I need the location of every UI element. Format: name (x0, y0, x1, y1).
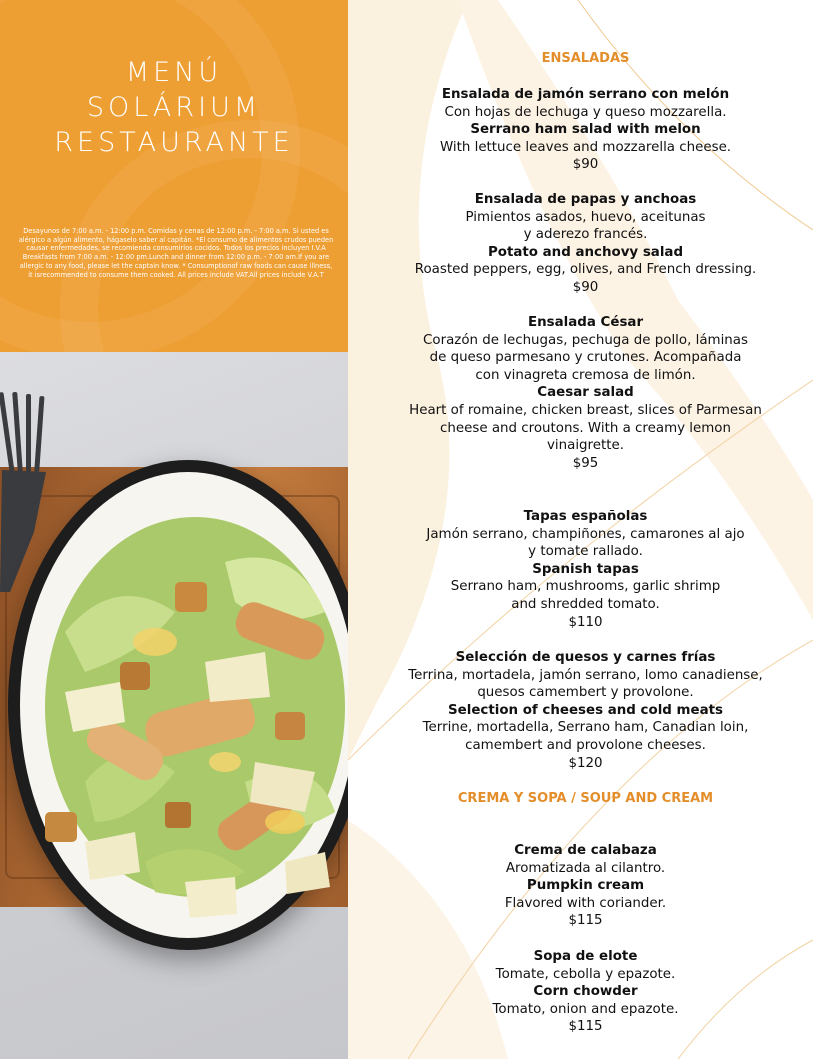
salad-icon (25, 482, 348, 932)
item-desc-en: and shredded tomato. (511, 596, 660, 612)
caesar-salad-photo (0, 352, 348, 1059)
item-name-en: Corn chowder (533, 984, 638, 1000)
item-price: $115 (568, 913, 603, 929)
item-name-en: Selection of cheeses and cold meats (448, 702, 723, 718)
item-desc-es: Aromatizada al cilantro. (505, 860, 666, 876)
item-desc-es: con vinagreta cremosa de limón. (475, 367, 696, 383)
menu-item (348, 842, 813, 930)
item-price: $90 (572, 279, 599, 295)
title-panel (0, 0, 348, 352)
menu-item (348, 191, 813, 297)
item-desc-es: de queso parmesano y crutones. Acompañada (429, 350, 742, 366)
item-name-es: Ensalada de jamón serrano con melón (441, 87, 730, 102)
item-desc-en: cheese and croutons. With a creamy lemon (440, 420, 731, 436)
item-name-es: Tapas españolas (523, 509, 648, 524)
item-desc-en: Terrine, mortadella, Serrano ham, Canadian loin, (422, 720, 749, 736)
section-heading-salads: ENSALADAS (541, 51, 630, 66)
item-desc-en: With lettuce leaves and mozzarella cheese. (439, 139, 732, 155)
item-desc-es: Terrina, mortadela, jamón serrano, lomo canadiense, (408, 667, 763, 683)
item-price: $90 (572, 157, 599, 173)
menu-item (348, 314, 813, 472)
item-price: $95 (572, 455, 599, 471)
hours-and-allergy-notice: Desayunos de 7:00 a.m. - 12:00 p.m. Comidas y cenas de 12:00 p.m. - 7:00 a.m. Si usted es alérgico a algún alimento, hágaselo saber al capitán. *El consumo de alimentos crudos pueden causar enfermedades, se recomienda consumirlos cocidos. Todos los precios incluyen I.V.A Breakfasts from 7:00 a.m. - 12:00 pm.Lunch and dinner from 12:00 p.m. - 7:00 am.If you are allergic to any food, please let the captain know. * Consumptionof raw foods can cause illness, it isrecommended to consume them cooked. All prices include VAT.All prices include V.A.T (18, 227, 334, 279)
item-name-en: Pumpkin cream (526, 878, 645, 894)
item-desc-en: Roasted peppers, egg, olives, and French dressing. (414, 262, 757, 278)
item-desc-es: quesos camembert y provolone. (477, 685, 694, 701)
item-name-en: Caesar salad (537, 385, 634, 401)
menu-item (348, 948, 813, 1036)
item-name-es: Ensalada César (527, 315, 644, 330)
item-desc-es: Con hojas de lechuga y queso mozzarella. (444, 104, 727, 120)
item-desc-es: Tomate, cebolla y epazote. (495, 966, 676, 982)
section-heading-soups: CREMA Y SOPA / SOUP AND CREAM (457, 791, 714, 806)
item-desc-es: Corazón de lechugas, pechuga de pollo, láminas (423, 332, 748, 348)
item-price: $115 (568, 1019, 603, 1035)
item-desc-en: Flavored with coriander. (504, 895, 667, 911)
item-name-es: Selección de quesos y carnes frías (455, 650, 716, 665)
item-name-en: Serrano ham salad with melon (470, 122, 701, 138)
menu-item (348, 508, 813, 631)
item-desc-es: y tomate rallado. (528, 544, 643, 560)
item-name-en: Spanish tapas (532, 561, 639, 577)
item-desc-es: Pimientos asados, huevo, aceitunas (465, 209, 706, 225)
item-name-en: Potato and anchovy salad (487, 244, 684, 260)
item-desc-en: Tomato, onion and epazote. (492, 1001, 679, 1017)
item-desc-es: Jamón serrano, champiñones, camarones al ajo (426, 526, 745, 542)
item-name-es: Sopa de elote (533, 949, 638, 964)
title-line: RESTAURANTE (54, 127, 294, 158)
restaurant-title (0, 55, 348, 160)
item-desc-en: Heart of romaine, chicken breast, slices of Parmesan (409, 402, 762, 418)
menu-list (348, 0, 813, 1059)
menu-item (348, 649, 813, 772)
item-desc-en: camembert and provolone cheeses. (465, 737, 706, 753)
title-line: MENÚ (125, 57, 223, 88)
item-name-es: Ensalada de papas y anchoas (474, 192, 697, 207)
title-line: SOLÁRIUM (86, 92, 262, 123)
item-name-es: Crema de calabaza (514, 843, 657, 858)
item-desc-en: vinaigrette. (546, 438, 624, 454)
menu-item (348, 86, 813, 174)
item-price: $110 (568, 614, 603, 630)
item-desc-en: Serrano ham, mushrooms, garlic shrimp (450, 579, 721, 595)
item-desc-es: y aderezo francés. (523, 227, 648, 243)
item-price: $120 (568, 755, 603, 771)
